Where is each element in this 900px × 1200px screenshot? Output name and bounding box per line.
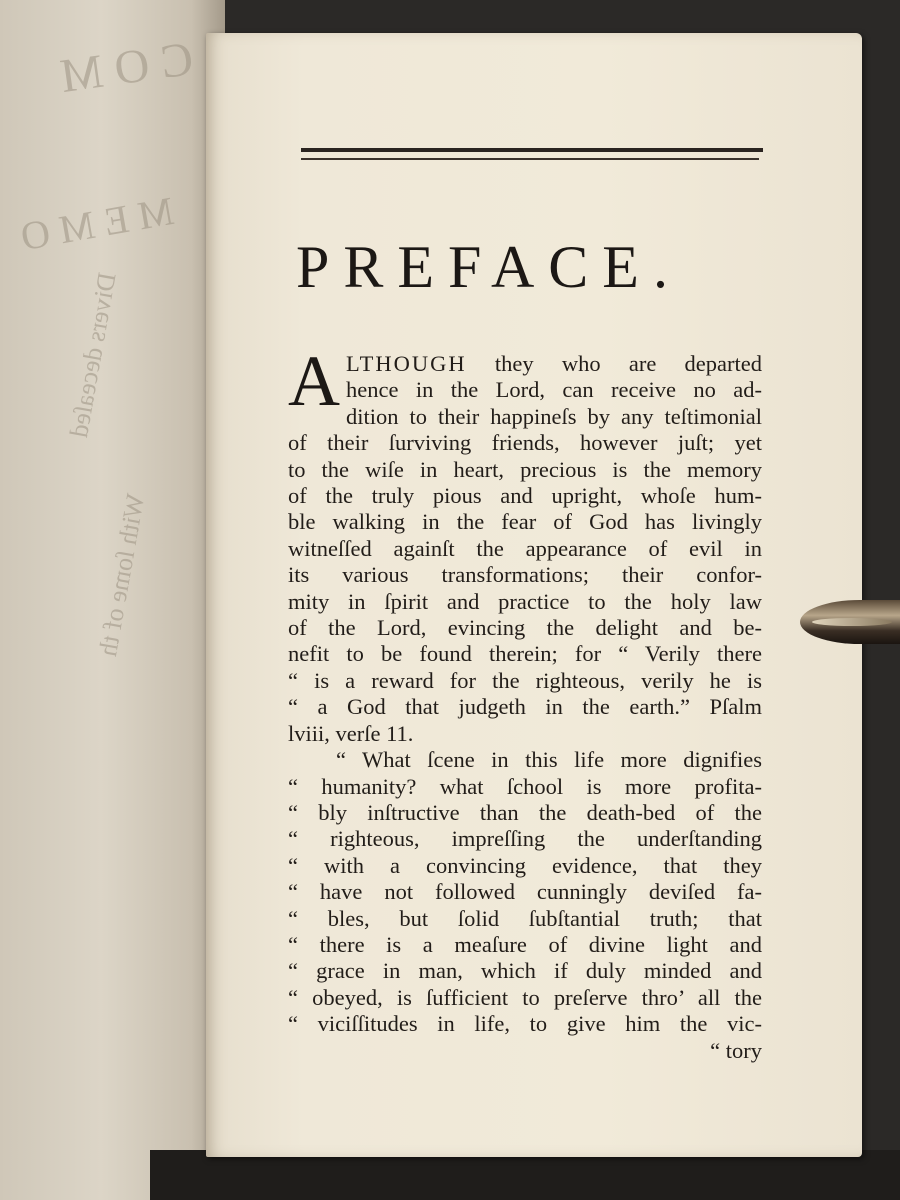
book-page	[206, 33, 862, 1157]
text-line: its various transformations; their confor-	[288, 562, 762, 588]
text-line: “ there is a meaſure of divine light and	[288, 931, 762, 957]
drop-cap: A	[288, 341, 340, 421]
text-line: “ bles, but ſolid ſubſtantial truth; that	[288, 905, 762, 931]
text-line: “ viciſſitudes in life, to give him the vic-	[288, 1011, 762, 1037]
text-line: “ righteous, impreſſing the underſtanding	[288, 826, 762, 852]
text-line: “ is a reward for the righteous, verily he is	[288, 667, 762, 693]
bleed-through-text: M E M O	[17, 187, 178, 260]
text-line: ble walking in the fear of God has livingly	[288, 509, 762, 535]
text-line: of the truly pious and upright, whoſe hum-	[288, 483, 762, 509]
text-line: of their ſurviving friends, however juſt; yet	[288, 430, 762, 456]
left-page	[0, 0, 225, 1200]
header-rule-thin	[301, 158, 759, 160]
text-line: “ grace in man, which if duly minded and	[288, 958, 762, 984]
preface-text	[288, 341, 762, 1064]
text-line: LTHOUGH they who are departed	[346, 351, 762, 376]
first-word: LTHOUGH	[346, 351, 467, 376]
text-line: lviii, verſe 11.	[288, 720, 414, 746]
page-clip-tip	[812, 618, 892, 626]
text-line: to the wiſe in heart, precious is the memory	[288, 456, 762, 482]
text-line: “ obeyed, is ſufficient to preſerve thro’ all the	[288, 984, 762, 1010]
text-line: “ humanity? what ſchool is more profita-	[288, 773, 762, 799]
text-line: dition to their happineſs by any teſtimonial	[346, 403, 762, 429]
text-line: “ with a convincing evidence, that they	[288, 852, 762, 878]
header-rule	[301, 148, 763, 152]
text-line: hence in the Lord, can receive no ad-	[346, 377, 762, 403]
catchword: “ tory	[710, 1037, 762, 1063]
bleed-through-text: With ſome of th	[93, 491, 151, 659]
text-line: “ What ſcene in this life more dignifies	[336, 747, 762, 773]
text-line: nefit to be found therein; for “ Verily there	[288, 641, 762, 667]
text-line: “ have not followed cunningly deviſed fa-	[288, 879, 762, 905]
text-line: “ a God that judgeth in the earth.” Pſalm	[288, 694, 762, 720]
page-title: PREFACE.	[296, 234, 682, 300]
bleed-through-text: Divers deceaſed	[64, 270, 122, 440]
text-line: mity in ſpirit and practice to the holy law	[288, 588, 762, 614]
bleed-through-text: C O M	[56, 31, 197, 104]
text-line: witneſſed againſt the appearance of evil in	[288, 535, 762, 561]
text-line: of the Lord, evincing the delight and be-	[288, 615, 762, 641]
text-line: “ bly inſtructive than the death-bed of the	[288, 799, 762, 825]
table-surface	[150, 1150, 900, 1200]
